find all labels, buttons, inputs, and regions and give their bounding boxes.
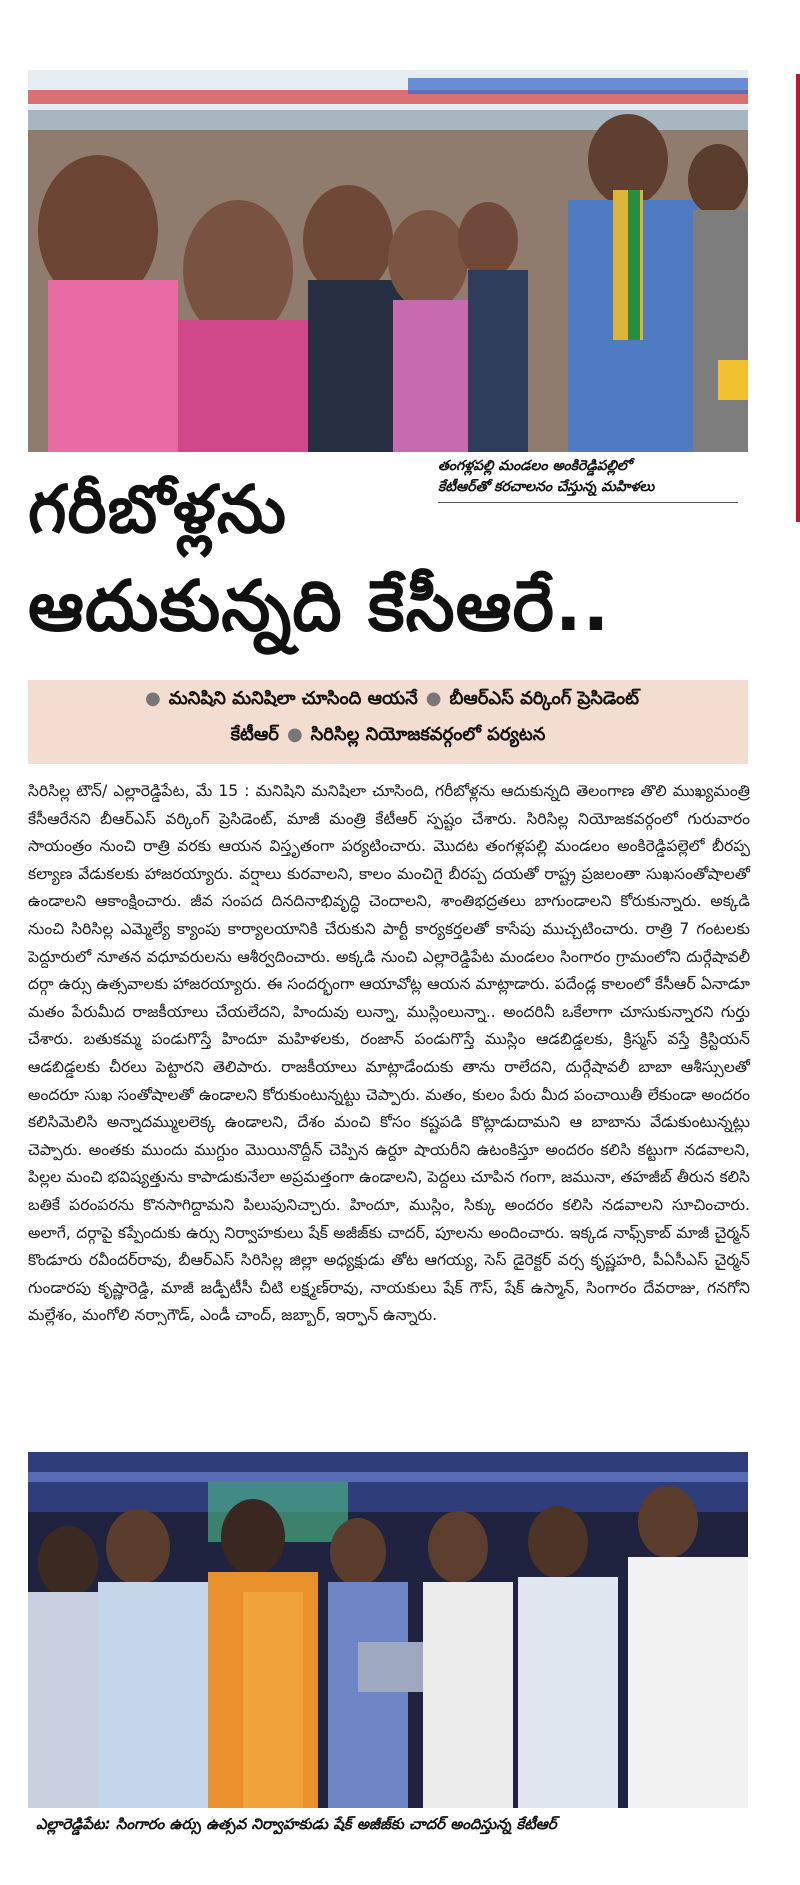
top-photo — [28, 70, 748, 452]
deck-line2-b: సిరిసిల్ల నియోజకవర్గంలో పర్యటన — [310, 724, 546, 745]
deck-box — [28, 680, 748, 764]
bottom-photo — [28, 1452, 748, 1808]
headline-line2: ఆదుకున్నది కేసీఆరే.. — [28, 565, 611, 647]
bottom-photo-image — [28, 1452, 748, 1808]
top-photo-image — [28, 70, 748, 452]
deck-line1 — [28, 688, 748, 713]
accent-rule — [796, 74, 800, 522]
headline-line1: గరీబోళ్లను — [28, 471, 287, 548]
top-photo-caption — [438, 456, 738, 503]
bullet-icon: ● — [286, 724, 303, 745]
bullet-icon: ● — [425, 688, 442, 709]
article-body: సిరిసిల్ల టౌన్‌/ ఎల్లారెడ్డిపేట, మే 15 : మనిషిని మనిషిలా చూసింది, గరీబోళ్లను ఆదుకున్నది తెలంగాణ తొలి ముఖ్యమంత్రి కేసీఆరేనని బీఆర్‌ఎస్‌ వర్కింగ్‌ ప్రెసిడెంట్‌, మాజీ మంత్రి కేటీఆర్‌ స్పష్టం చేశారు. సిరిసిల్ల నియోజకవర్గంలో గురువారం సాయంత్రం నుంచి రాత్రి వరకు ఆయన విస్తృతంగా పర్యటించారు. మొదట తంగళ్లపల్లి మండలం అంకిరెడ్డిపల్లెలో బీరప్ప కల్యాణ వేడుకలకు హాజరయ్యారు. వర్షాలు కురవాలని, కాలం మంచిగై బీరప్ప దయతో రాష్ట్ర ప్రజలంతా సుఖసంతోషాలతో ఉండాలని ఆకాంక్షించారు. జీవ సంపద దినదినాభివృద్ధి చెందాలని, శాంతిభద్రతలు బాగుండాలని కోరుకున్నారు. అక్కడి నుంచి సిరిసిల్ల ఎమ్మెల్యే క్యాంపు కార్యాలయానికి చేరుకుని పార్టీ కార్యకర్తలతో కాసేపు ముచ్చటించారు. రాత్రి 7 గంటలకు పెద్దూరులో నూతన వధూవరులను ఆశీర్వదించారు. అక్కడి నుంచి ఎల్లారెడ్డిపేట మండలం సింగారం గ్రామంలోని దుర్గేషావలీ దర్గా ఉర్సు ఉత్సవాలకు హాజరయ్యారు. ఈ సందర్భంగా ఆయావోట్ల ఆయన మాట్లాడారు. పదేండ్ల కాలంలో కేసీఆర్‌ ఏనాడూ మతం పేరుమీద రాజకీయాలు చేయలేదని, హిందువు లున్నా, ముస్లింలున్నా.. అందరినీ ఒకేలాగా చూసుకున్నారని గుర్తు చేశారు. బతుకమ్మ పండుగొస్తే హిందూ మహిళలకు, రంజాన్‌ పండుగొస్తే ముస్లిం ఆడబిడ్డలకు, క్రిస్మస్‌ వస్తే క్రిస్టియన్‌ ఆడబిడ్డలకు చీరలు పెట్టారని తెలిపారు. రాజకీయాలు మాట్లాడేందుకు తాను రాలేదని, దుర్గేషావలీ బాబా ఆశీస్సులతో అందరూ సుఖ సంతోషాలతో ఉండాలని కోరుకుంటున్నట్టు చెప్పారు. మతం, కులం పేరు మీద పంచాయితీ లేకుండా అందరం కలిసిమెలిసి అన్నాదమ్ములలెక్క ఉండాలని, దేశం మంచి కోసం కష్టపడి కొట్లాడుదామని ఆ బాబాను వేడుకుంటున్నట్లు చెప్పారు. అంతకు ముందు ముగ్దుం మొయినొద్దీన్‌ చెప్పిన ఉర్దూ షాయరీని ఉటంకిస్తూ అందరం కలిసి కట్టుగా నడవాలని, పిల్లల మంచి భవిష్యత్తును కాపాడుకునేలా అప్రమత్తంగా ఉండాలని, పెద్దలు చూపిన గంగా, జమునా, తహజీబ్‌ తీరున కలిసి బతికే పరంపరను కొనసాగిద్దామని పిలుపునిచ్చారు. హిందూ, ముస్లిం, సిక్కు అందరం కలిసి నడవాలని సూచించారు. అలాగే, దర్గాపై కప్పేందుకు ఉర్సు నిర్వాహకులు షేక్‌ అజీజ్‌కు చాదర్‌, పూలను అందించారు. ఇక్కడ నాఫ్స్‌కాబ్‌ మాజీ చైర్మన్‌ కొండూరు రవీందర్‌రావు, బీఆర్‌ఎస్‌ సిరిసిల్ల జిల్లా అధ్యక్షుడు తోట ఆగయ్య, సెస్‌ డైరెక్టర్‌ వర్స కృష్ణహరి, పీఏసీఎస్‌ చైర్మన్‌ గుండారపు కృష్ణారెడ్డి, మాజీ జడ్పీటీసీ చీటి లక్ష్మణ్‌రావు, నాయకులు షేక్‌ గౌస్‌, షేక్‌ ఉస్మాన్‌, సింగారం దేవరాజు, గనగోని మల్లేశం, మంగోలి నర్సాగౌడ్‌, ఎండీ చాంద్‌, జబ్బార్‌, ఇర్ఫాన్‌ ఉన్నారు. — [28, 782, 750, 1325]
deck-line1-b: బీఆర్‌ఎస్‌ వర్కింగ్‌ ప్రెసిడెంట్‌ — [449, 688, 640, 709]
deck-line2-a: కేటీఆర్‌ — [230, 724, 279, 745]
deck-line2 — [28, 724, 748, 749]
deck-line1-a: మనిషిని మనిషిలా చూసింది ఆయనే — [168, 688, 418, 709]
bottom-photo-caption: ఎల్లారెడ్డిపేట: సింగారం ఉర్సు ఉత్సవ నిర్వాహకుడు షేక్‌ అజీజ్‌కు చాదర్‌ అందిస్తున్న కేటీఆర్‌ — [36, 1815, 557, 1833]
top-caption-line1: తంగళ్లపల్లి మండలం అంకిరెడ్డిపల్లిలో — [438, 458, 632, 474]
bullet-icon: ● — [144, 688, 161, 709]
top-caption-line2: కేటీఆర్‌తో కరచాలనం చేస్తున్న మహిళలు — [438, 479, 655, 495]
